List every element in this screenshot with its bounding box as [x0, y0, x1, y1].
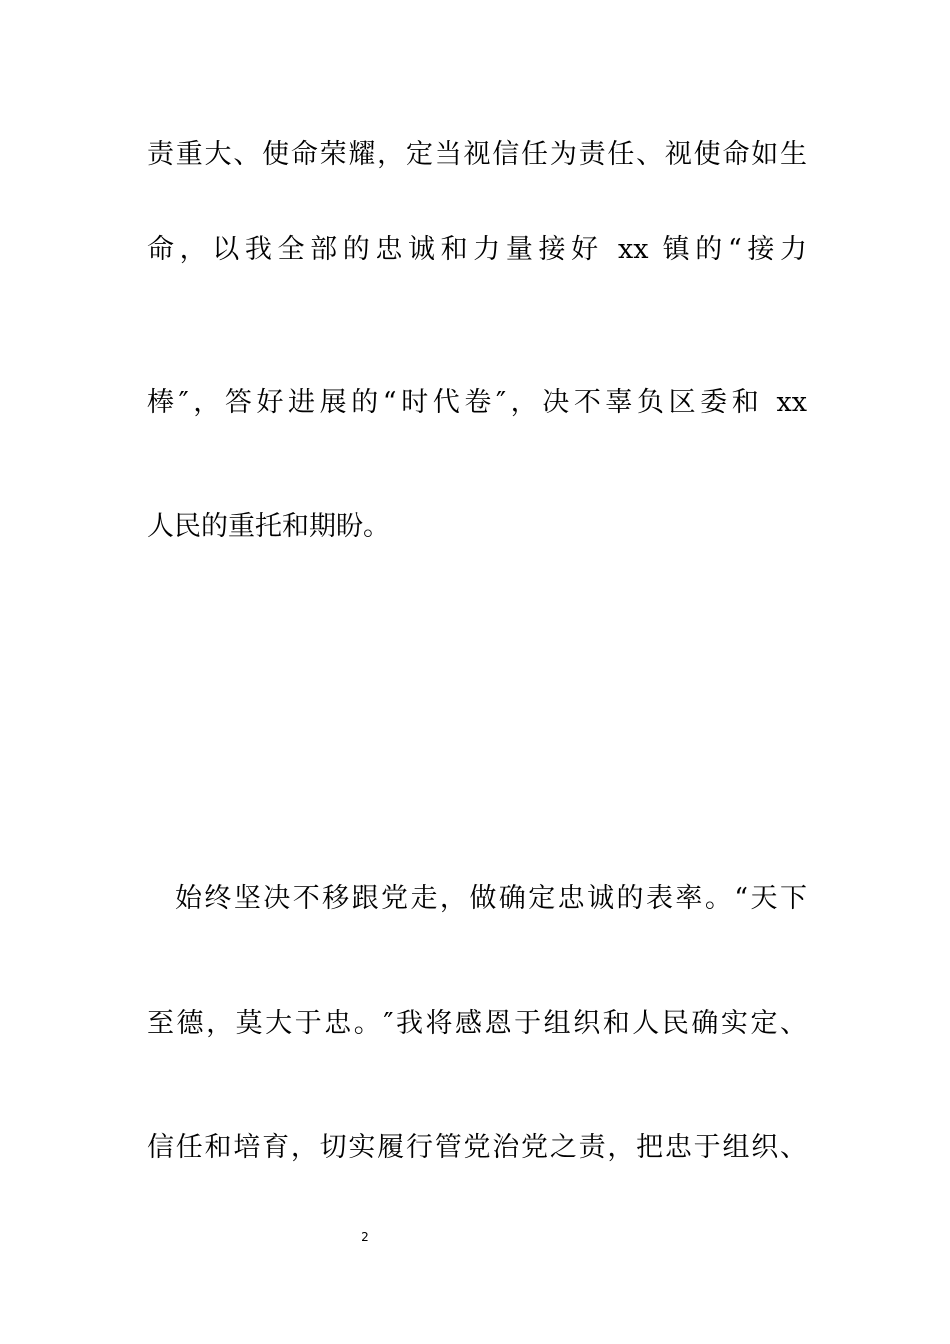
page-number: 2	[361, 1230, 369, 1244]
text-line: 人民的重托和期盼。	[147, 511, 390, 542]
text-line: 始终坚决不移跟党走，做确定忠诚的表率。“天下	[175, 883, 807, 914]
text-line: 至德，莫大于忠。″我将感恩于组织和人民确实定、	[147, 1008, 807, 1039]
text-line: 命，以我全部的忠诚和力量接好 xx 镇的“接力	[147, 234, 807, 265]
text-line: 责重大、使命荣耀，定当视信任为责任、视使命如生	[147, 139, 807, 170]
text-line: 棒″，答好进展的“时代卷″，决不辜负区委和 xx	[147, 387, 807, 418]
text-line: 信任和培育，切实履行管党治党之责，把忠于组织、	[147, 1132, 807, 1163]
